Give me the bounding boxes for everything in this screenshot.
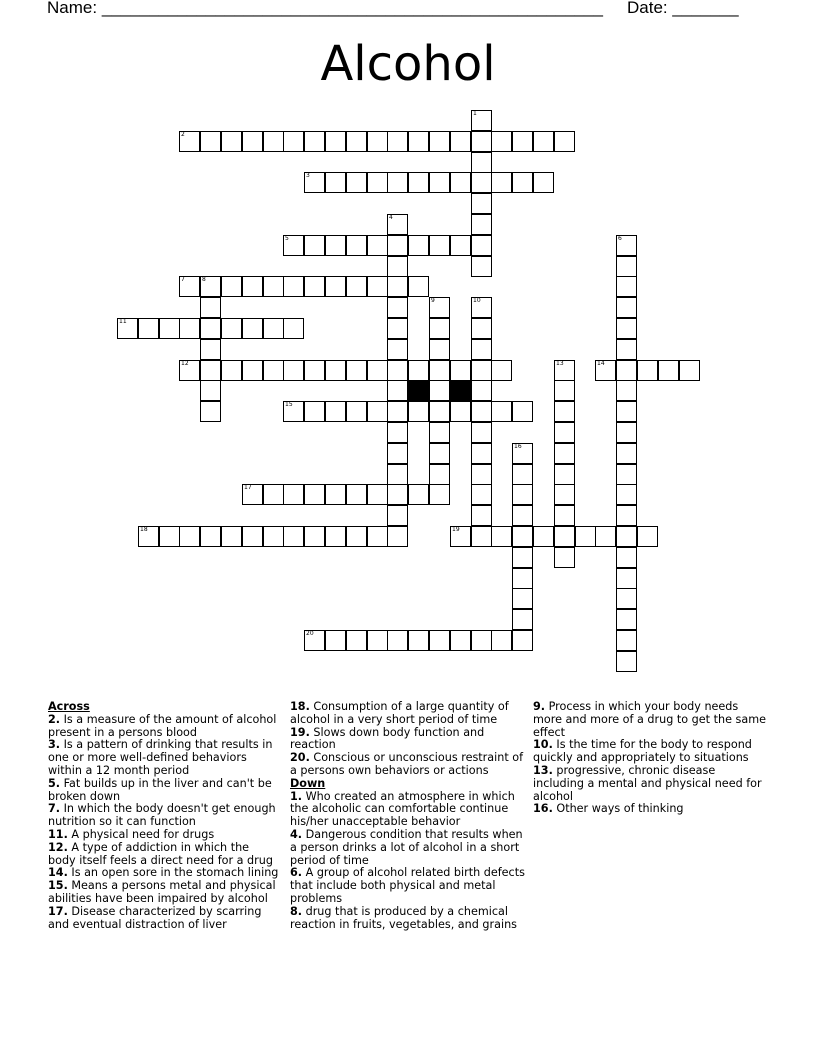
grid-cell[interactable]: [554, 526, 575, 547]
grid-cell[interactable]: [408, 235, 429, 256]
grid-cell[interactable]: [221, 360, 242, 381]
grid-cell[interactable]: [616, 235, 637, 256]
grid-cell[interactable]: [533, 131, 554, 152]
clue-across-18: 18. Consumption of a large quantity of alcohol in a very short period of time: [290, 700, 509, 726]
grid-cell[interactable]: [304, 360, 325, 381]
grid-cell[interactable]: [471, 110, 492, 131]
grid-cell[interactable]: [616, 651, 637, 672]
grid-cell[interactable]: [471, 380, 492, 401]
clue-column-1: [48, 701, 280, 931]
grid-cell[interactable]: [512, 630, 533, 651]
grid-cell[interactable]: [346, 484, 367, 505]
cell-number: 17: [244, 484, 252, 491]
grid-cell[interactable]: [512, 568, 533, 589]
grid-cell[interactable]: [387, 464, 408, 485]
grid-cell[interactable]: [450, 360, 471, 381]
cell-number: 11: [119, 318, 127, 325]
grid-cell[interactable]: [387, 339, 408, 360]
grid-cell[interactable]: [263, 484, 284, 505]
grid-cell[interactable]: [387, 422, 408, 443]
grid-cell[interactable]: [491, 172, 512, 193]
grid-cell[interactable]: [471, 131, 492, 152]
grid-cell[interactable]: [471, 422, 492, 443]
clue-column-3: [533, 701, 769, 816]
grid-cell[interactable]: [471, 630, 492, 651]
grid-cell[interactable]: [387, 235, 408, 256]
grid-cell[interactable]: [200, 318, 221, 339]
grid-cell[interactable]: [429, 339, 450, 360]
grid-cell[interactable]: [387, 505, 408, 526]
grid-cell[interactable]: [304, 235, 325, 256]
grid-cell[interactable]: [491, 360, 512, 381]
cell-number: 6: [618, 235, 622, 242]
clue-column-2: [290, 701, 526, 931]
grid-cell[interactable]: [200, 360, 221, 381]
grid-cell[interactable]: [471, 214, 492, 235]
name-blank: _____________________________________________________: [101, 0, 603, 17]
grid-cell[interactable]: [554, 360, 575, 381]
clue-down-13: 13. progressive, chronic disease including a mental and physical need for alcohol: [533, 763, 762, 803]
grid-cell[interactable]: [429, 380, 450, 401]
grid-cell[interactable]: [616, 297, 637, 318]
blocked-cell: [450, 380, 471, 401]
name-label: Name:: [47, 0, 98, 17]
grid-cell[interactable]: [325, 484, 346, 505]
grid-cell[interactable]: [429, 401, 450, 422]
grid-cell[interactable]: [387, 318, 408, 339]
grid-cell[interactable]: [387, 360, 408, 381]
grid-cell[interactable]: [387, 526, 408, 547]
grid-cell[interactable]: [512, 484, 533, 505]
grid-cell[interactable]: [616, 360, 637, 381]
grid-cell[interactable]: [512, 588, 533, 609]
grid-cell[interactable]: [491, 401, 512, 422]
grid-cell[interactable]: [408, 484, 429, 505]
grid-cell[interactable]: [346, 360, 367, 381]
grid-cell[interactable]: [616, 380, 637, 401]
grid-cell[interactable]: [304, 401, 325, 422]
clue-across-12: 12. A type of addiction in which the body itself feels a direct need for a drug: [48, 840, 273, 867]
grid-cell[interactable]: [325, 526, 346, 547]
grid-cell[interactable]: [616, 401, 637, 422]
grid-cell[interactable]: [283, 276, 304, 297]
grid-cell[interactable]: [242, 526, 263, 547]
clue-across-2: 2. Is a measure of the amount of alcohol present in a persons blood: [48, 712, 277, 739]
cell-number: 8: [202, 276, 206, 283]
grid-cell[interactable]: [408, 172, 429, 193]
clue-across-20: 20. Conscious or unconscious restraint of a persons own behaviors or actions: [290, 751, 524, 777]
page-title: Alcohol: [320, 36, 496, 92]
grid-cell[interactable]: [200, 131, 221, 152]
grid-cell[interactable]: [471, 318, 492, 339]
grid-cell[interactable]: [429, 318, 450, 339]
grid-cell[interactable]: [616, 276, 637, 297]
grid-cell[interactable]: [304, 131, 325, 152]
grid-cell[interactable]: [575, 526, 596, 547]
clue-down-9: 9. Process in which your body needs more and more of a drug to get the same effect: [533, 700, 766, 739]
grid-cell[interactable]: [471, 360, 492, 381]
blocked-cell: [408, 380, 429, 401]
grid-cell[interactable]: [554, 484, 575, 505]
grid-cell[interactable]: [512, 443, 533, 464]
grid-cell[interactable]: [408, 401, 429, 422]
grid-cell[interactable]: [512, 131, 533, 152]
grid-cell[interactable]: [408, 630, 429, 651]
cell-number: 14: [597, 360, 605, 367]
clue-down-6: 6. A group of alcohol related birth defects that include both physical and metal problems: [290, 866, 525, 905]
grid-cell[interactable]: [387, 630, 408, 651]
grid-cell[interactable]: [554, 422, 575, 443]
date-blank: _______: [672, 0, 739, 17]
grid-cell[interactable]: [595, 526, 616, 547]
grid-cell[interactable]: [512, 526, 533, 547]
grid-cell[interactable]: [512, 505, 533, 526]
grid-cell[interactable]: [117, 318, 138, 339]
grid-cell[interactable]: [408, 360, 429, 381]
grid-cell[interactable]: [429, 172, 450, 193]
grid-cell[interactable]: [387, 256, 408, 277]
grid-cell[interactable]: [387, 380, 408, 401]
grid-cell[interactable]: [471, 172, 492, 193]
grid-cell[interactable]: [408, 131, 429, 152]
grid-cell[interactable]: [429, 484, 450, 505]
cell-number: 19: [452, 526, 460, 533]
grid-cell[interactable]: [367, 630, 388, 651]
grid-cell[interactable]: [179, 526, 200, 547]
grid-cell[interactable]: [616, 568, 637, 589]
cell-number: 5: [285, 235, 289, 242]
cell-number: 10: [473, 297, 481, 304]
cell-number: 18: [140, 526, 148, 533]
grid-cell[interactable]: [283, 401, 304, 422]
grid-cell[interactable]: [346, 235, 367, 256]
grid-cell[interactable]: [471, 526, 492, 547]
down-heading: Down: [290, 776, 326, 790]
grid-cell[interactable]: [138, 318, 159, 339]
cell-number: 2: [181, 131, 185, 138]
cell-number: 13: [556, 360, 564, 367]
grid-cell[interactable]: [616, 588, 637, 609]
clue-across-11: 11. A physical need for drugs: [48, 827, 215, 841]
grid-cell[interactable]: [471, 339, 492, 360]
grid-cell[interactable]: [554, 464, 575, 485]
clue-down-1: 1. Who created an atmosphere in which the alcoholic can comfortable continue his/her unacceptable behavior: [290, 789, 515, 829]
grid-cell[interactable]: [242, 360, 263, 381]
grid-cell[interactable]: [471, 256, 492, 277]
clue-across-15: 15. Means a persons metal and physical abilities have been impaired by alcohol: [48, 879, 276, 905]
cell-number: 16: [514, 443, 522, 450]
grid-cell[interactable]: [263, 131, 284, 152]
grid-cell[interactable]: [346, 172, 367, 193]
grid-cell[interactable]: [346, 401, 367, 422]
date-label: Date:: [627, 0, 668, 17]
cell-number: 7: [181, 276, 185, 283]
grid-cell[interactable]: [616, 547, 637, 568]
grid-cell[interactable]: [263, 276, 284, 297]
cell-number: 9: [431, 297, 435, 304]
grid-cell[interactable]: [637, 360, 658, 381]
grid-cell[interactable]: [304, 630, 325, 651]
grid-cell[interactable]: [200, 526, 221, 547]
clue-across-17: 17. Disease characterized by scarring and eventual distraction of liver: [48, 904, 262, 931]
grid-cell[interactable]: [554, 505, 575, 526]
grid-cell[interactable]: [471, 193, 492, 214]
grid-cell[interactable]: [159, 318, 180, 339]
grid-cell[interactable]: [367, 360, 388, 381]
grid-cell[interactable]: [367, 172, 388, 193]
grid-cell[interactable]: [387, 276, 408, 297]
grid-cell[interactable]: [200, 339, 221, 360]
grid-cell[interactable]: [242, 484, 263, 505]
grid-cell[interactable]: [367, 276, 388, 297]
cell-number: 15: [285, 401, 293, 408]
grid-cell[interactable]: [533, 526, 554, 547]
grid-cell[interactable]: [616, 422, 637, 443]
grid-cell[interactable]: [429, 131, 450, 152]
clue-across-7: 7. In which the body doesn't get enough nutrition so it can function: [48, 802, 276, 829]
grid-cell[interactable]: [387, 401, 408, 422]
grid-cell[interactable]: [367, 401, 388, 422]
grid-cell[interactable]: [304, 172, 325, 193]
grid-cell[interactable]: [221, 131, 242, 152]
grid-cell[interactable]: [325, 630, 346, 651]
grid-cell[interactable]: [616, 505, 637, 526]
cell-number: 3: [306, 172, 310, 179]
grid-cell[interactable]: [637, 526, 658, 547]
grid-cell[interactable]: [450, 630, 471, 651]
grid-cell[interactable]: [367, 526, 388, 547]
grid-cell[interactable]: [512, 401, 533, 422]
cell-number: 4: [389, 214, 393, 221]
grid-cell[interactable]: [283, 235, 304, 256]
grid-cell[interactable]: [658, 360, 679, 381]
grid-cell[interactable]: [679, 360, 700, 381]
grid-cell[interactable]: [595, 360, 616, 381]
grid-cell[interactable]: [304, 484, 325, 505]
grid-cell[interactable]: [554, 547, 575, 568]
grid-cell[interactable]: [429, 235, 450, 256]
grid-cell[interactable]: [304, 526, 325, 547]
grid-cell[interactable]: [283, 360, 304, 381]
grid-cell[interactable]: [346, 131, 367, 152]
grid-cell[interactable]: [179, 131, 200, 152]
grid-cell[interactable]: [616, 318, 637, 339]
grid-cell[interactable]: [512, 172, 533, 193]
grid-cell[interactable]: [325, 401, 346, 422]
grid-cell[interactable]: [221, 526, 242, 547]
cell-number: 1: [473, 110, 477, 117]
grid-cell[interactable]: [554, 380, 575, 401]
grid-cell[interactable]: [283, 526, 304, 547]
clue-across-5: 5. Fat builds up in the liver and can't be broken down: [48, 776, 272, 803]
clue-down-4: 4. Dangerous condition that results when a person drinks a lot of alcohol in a short period of time: [290, 827, 523, 867]
grid-cell[interactable]: [450, 526, 471, 547]
grid-cell[interactable]: [616, 484, 637, 505]
grid-cell[interactable]: [616, 464, 637, 485]
grid-cell[interactable]: [450, 131, 471, 152]
grid-cell[interactable]: [200, 297, 221, 318]
grid-cell[interactable]: [471, 152, 492, 173]
grid-cell[interactable]: [387, 484, 408, 505]
grid-cell[interactable]: [616, 339, 637, 360]
grid-cell[interactable]: [491, 131, 512, 152]
grid-cell[interactable]: [408, 276, 429, 297]
grid-cell[interactable]: [325, 276, 346, 297]
grid-cell[interactable]: [512, 464, 533, 485]
grid-cell[interactable]: [367, 235, 388, 256]
grid-cell[interactable]: [471, 464, 492, 485]
grid-cell[interactable]: [346, 526, 367, 547]
grid-cell[interactable]: [429, 464, 450, 485]
grid-cell[interactable]: [387, 443, 408, 464]
grid-cell[interactable]: [263, 526, 284, 547]
grid-cell[interactable]: [367, 131, 388, 152]
grid-cell[interactable]: [325, 235, 346, 256]
grid-cell[interactable]: [200, 380, 221, 401]
grid-cell[interactable]: [429, 630, 450, 651]
across-heading: Across: [48, 700, 90, 713]
grid-cell[interactable]: [554, 131, 575, 152]
grid-cell[interactable]: [325, 172, 346, 193]
grid-cell[interactable]: [491, 526, 512, 547]
grid-cell[interactable]: [346, 630, 367, 651]
grid-cell[interactable]: [471, 297, 492, 318]
grid-cell[interactable]: [159, 526, 180, 547]
grid-cell[interactable]: [387, 131, 408, 152]
grid-cell[interactable]: [283, 318, 304, 339]
grid-cell[interactable]: [450, 401, 471, 422]
grid-cell[interactable]: [263, 318, 284, 339]
grid-cell[interactable]: [450, 172, 471, 193]
grid-cell[interactable]: [387, 297, 408, 318]
grid-cell[interactable]: [429, 422, 450, 443]
grid-cell[interactable]: [387, 172, 408, 193]
grid-cell[interactable]: [616, 609, 637, 630]
grid-cell[interactable]: [471, 484, 492, 505]
grid-cell[interactable]: [450, 235, 471, 256]
clue-across-14: 14. Is an open sore in the stomach lining: [48, 866, 279, 880]
grid-cell[interactable]: [200, 401, 221, 422]
cell-number: 12: [181, 360, 189, 367]
grid-cell[interactable]: [471, 443, 492, 464]
grid-cell[interactable]: [179, 360, 200, 381]
grid-cell[interactable]: [533, 172, 554, 193]
grid-cell[interactable]: [616, 526, 637, 547]
grid-cell[interactable]: [304, 276, 325, 297]
clue-across-3: 3. Is a pattern of drinking that results in one or more well-defined behaviors within a 12 month period: [48, 738, 273, 777]
grid-cell[interactable]: [221, 276, 242, 297]
clue-down-16: 16. Other ways of thinking: [533, 802, 684, 816]
grid-cell[interactable]: [491, 630, 512, 651]
clue-across-19: 19. Slows down body function and reaction: [290, 725, 485, 752]
grid-cell[interactable]: [325, 360, 346, 381]
grid-cell[interactable]: [179, 276, 200, 297]
grid-cell[interactable]: [429, 360, 450, 381]
grid-cell[interactable]: [554, 401, 575, 422]
grid-cell[interactable]: [471, 235, 492, 256]
grid-cell[interactable]: [200, 276, 221, 297]
grid-cell[interactable]: [346, 276, 367, 297]
cell-number: 20: [306, 630, 314, 637]
grid-cell[interactable]: [512, 547, 533, 568]
grid-cell[interactable]: [367, 484, 388, 505]
grid-cell[interactable]: [179, 318, 200, 339]
grid-cell[interactable]: [554, 443, 575, 464]
grid-cell[interactable]: [242, 276, 263, 297]
grid-cell[interactable]: [283, 484, 304, 505]
grid-cell[interactable]: [512, 609, 533, 630]
grid-cell[interactable]: [471, 505, 492, 526]
grid-cell[interactable]: [263, 360, 284, 381]
clue-down-10: 10. Is the time for the body to respond quickly and appropriately to situations: [533, 738, 752, 765]
grid-cell[interactable]: [471, 401, 492, 422]
grid-cell[interactable]: [616, 630, 637, 651]
grid-cell[interactable]: [283, 131, 304, 152]
grid-cell[interactable]: [242, 131, 263, 152]
grid-cell[interactable]: [138, 526, 159, 547]
grid-cell[interactable]: [616, 443, 637, 464]
clue-down-8: 8. drug that is produced by a chemical reaction in fruits, vegetables, and grains: [290, 904, 517, 931]
grid-cell[interactable]: [325, 131, 346, 152]
grid-cell[interactable]: [429, 443, 450, 464]
grid-cell[interactable]: [429, 297, 450, 318]
grid-cell[interactable]: [616, 256, 637, 277]
grid-cell[interactable]: [387, 214, 408, 235]
grid-cell[interactable]: [242, 318, 263, 339]
grid-cell[interactable]: [221, 318, 242, 339]
